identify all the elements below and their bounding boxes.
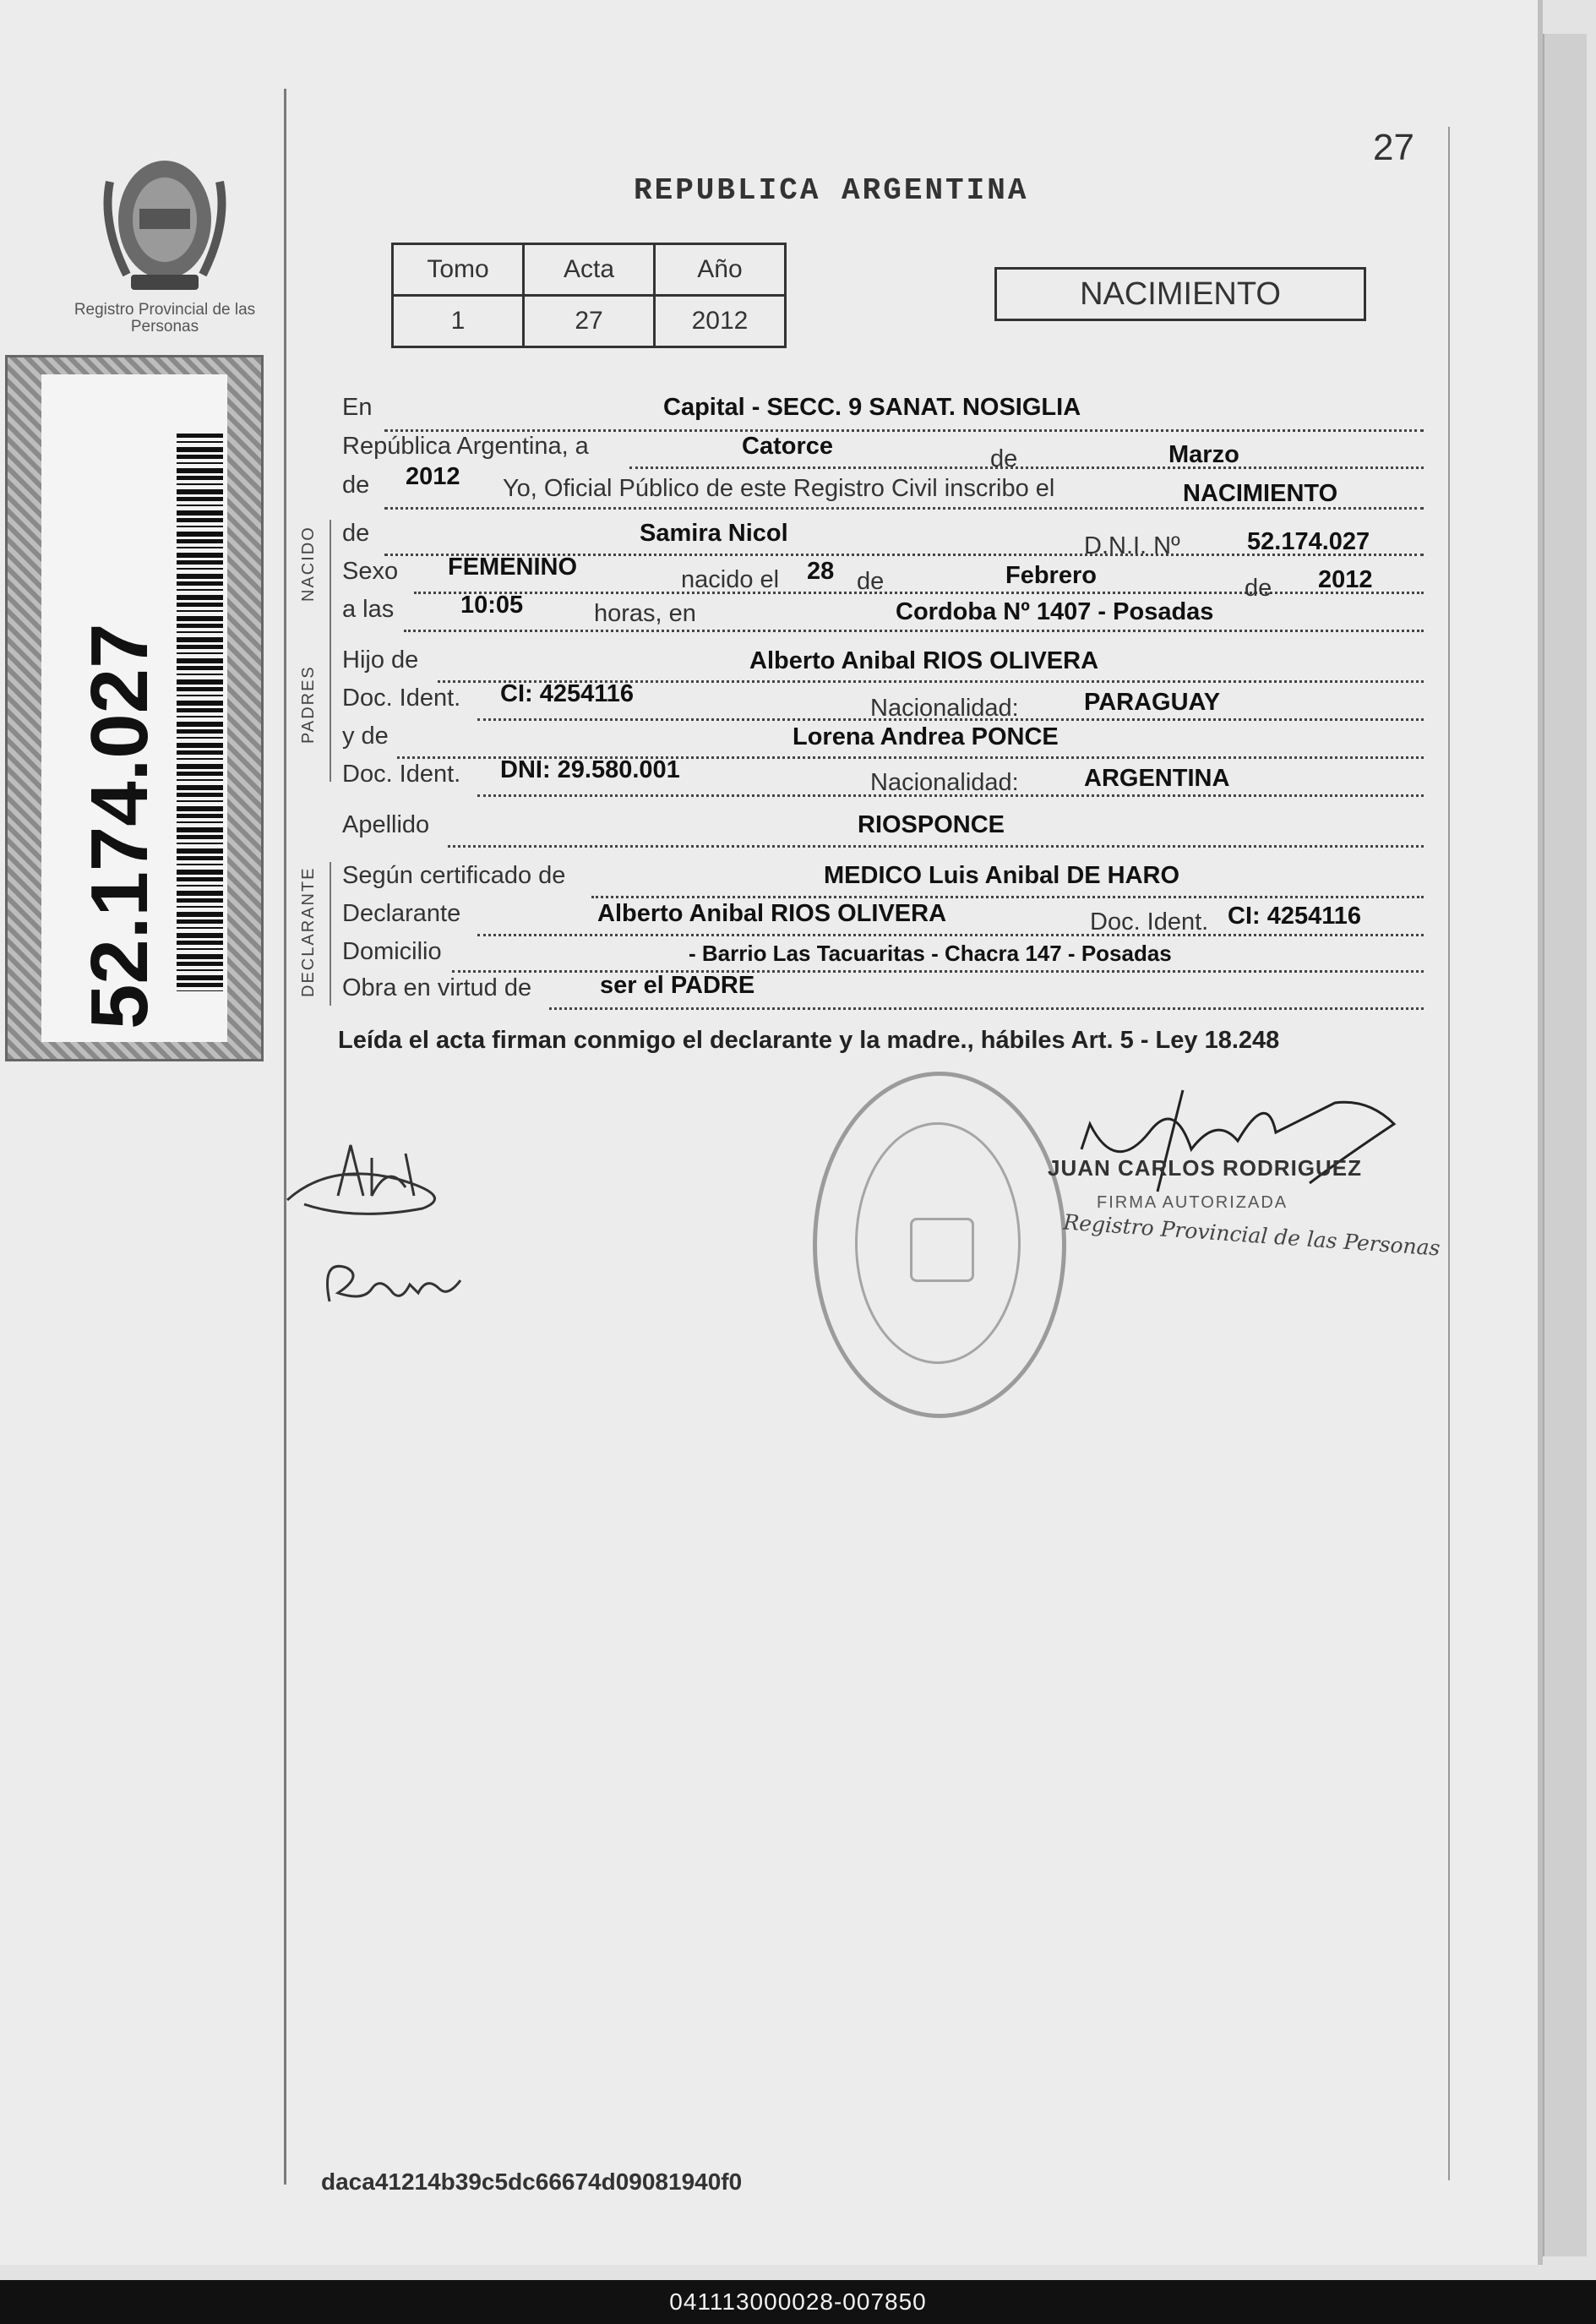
section-divider (330, 862, 331, 1006)
apellido-label: Apellido (342, 811, 430, 838)
apellido-value: RIOSPONCE (858, 811, 1005, 838)
right-margin-line (1448, 127, 1450, 2180)
record-table-header-row (393, 244, 786, 296)
mother-doc-value: DNI: 29.580.001 (500, 756, 680, 783)
domicilio-value: - Barrio Las Tacuaritas - Chacra 147 - Posadas (689, 941, 1172, 966)
declarante-side-label: DECLARANTE (299, 866, 318, 997)
republica-label: República Argentina, a (342, 433, 589, 460)
day-value: Catorce (742, 433, 833, 460)
declarant-signature (279, 1128, 465, 1221)
dotted-line (404, 630, 1424, 632)
declarante-doc-value: CI: 4254116 (1228, 903, 1362, 930)
record-header-tomo: Tomo (393, 244, 524, 296)
father-value: Alberto Anibal RIOS OLIVERA (749, 647, 1099, 674)
mother-nat-value: ARGENTINA (1084, 765, 1230, 792)
y-de-label: y de (342, 723, 389, 750)
nacionalidad-label: Nacionalidad: (870, 695, 1019, 722)
de-label: de (990, 445, 1018, 472)
page-edge (1543, 34, 1587, 2256)
barcode-icon (177, 434, 223, 991)
officer-registry: Registro Provincial de las Personas (1062, 1209, 1441, 1261)
dni-value: 52.174.027 (1247, 528, 1370, 555)
declarante-label: Declarante (342, 900, 461, 927)
de-name-label: de (342, 520, 370, 547)
birth-year-value: 2012 (1318, 566, 1373, 593)
birth-month-value: Febrero (1005, 562, 1097, 589)
registry-label: Registro Provincial de las Personas (74, 301, 256, 336)
record-type-box: NACIMIENTO (994, 267, 1366, 321)
document-heading: REPUBLICA ARGENTINA (634, 173, 1029, 208)
father-nat-value: PARAGUAY (1084, 689, 1221, 716)
certificado-value: MEDICO Luis Anibal DE HARO (824, 862, 1180, 889)
record-table (391, 243, 787, 348)
dotted-line (414, 592, 1424, 594)
oficial-text: Yo, Oficial Público de este Registro Civil inscribo el (503, 475, 1055, 502)
birth-de2-label: de (1245, 575, 1272, 602)
doc-ident2-label: Doc. Ident. (342, 761, 461, 788)
month-value: Marzo (1168, 441, 1239, 468)
padres-side-label: PADRES (299, 665, 318, 744)
stamp-inner-ring (855, 1122, 1021, 1364)
dotted-line (448, 845, 1424, 848)
barcode-sticker (5, 355, 264, 1061)
nacionalidad2-label: Nacionalidad: (870, 769, 1019, 796)
doc-ident-label: Doc. Ident. (342, 685, 461, 712)
dni-label: D.N.I. Nº (1084, 532, 1180, 559)
year-value: 2012 (406, 463, 460, 490)
birth-day-value: 28 (807, 558, 835, 585)
a-las-label: a las (342, 596, 395, 623)
dotted-line (549, 1007, 1424, 1010)
declarante-value: Alberto Anibal RIOS OLIVERA (597, 900, 947, 927)
hour-value: 10:05 (460, 592, 524, 619)
inscribo-value: NACIMIENTO (1183, 480, 1338, 507)
mother-signature (313, 1242, 482, 1335)
record-table-value-row (393, 296, 786, 347)
en-label: En (342, 394, 373, 421)
dotted-line (384, 429, 1424, 432)
mother-value: Lorena Andrea PONCE (793, 723, 1059, 750)
closing-statement: Leída el acta firman conmigo el declarante y la madre., hábiles Art. 5 - Ley 18.248 (338, 1027, 1280, 1054)
hijo-de-label: Hijo de (342, 646, 419, 674)
dotted-line (629, 466, 1424, 469)
record-header-acta: Acta (524, 244, 655, 296)
record-value-ano: 2012 (655, 296, 786, 347)
document-hash: daca41214b39c5dc66674d09081940f0 (321, 2169, 743, 2195)
officer-title: FIRMA AUTORIZADA (1097, 1193, 1288, 1212)
sexo-value: FEMENINO (448, 554, 578, 581)
birth-de-label: de (857, 568, 885, 595)
coat-of-arms-icon (93, 148, 237, 300)
dotted-line (477, 934, 1424, 936)
sexo-label: Sexo (342, 558, 399, 585)
horas-label: horas, en (594, 600, 696, 627)
stamp-emblem-icon (910, 1218, 974, 1282)
page-number: 27 (1373, 127, 1414, 168)
obra-value: ser el PADRE (600, 972, 755, 999)
place-value: Cordoba Nº 1407 - Posadas (896, 598, 1214, 625)
de-year-label: de (342, 472, 370, 499)
obra-label: Obra en virtud de (342, 974, 532, 1001)
name-value: Samira Nicol (640, 520, 788, 547)
nacido-el-label: nacido el (681, 566, 780, 593)
section-divider (330, 638, 331, 782)
dotted-line (591, 896, 1424, 898)
record-value-acta: 27 (524, 296, 655, 347)
official-stamp (813, 1072, 1066, 1418)
footer-code: 041113000028-007850 (669, 2289, 927, 2315)
certificado-label: Según certificado de (342, 862, 566, 889)
record-value-tomo: 1 (393, 296, 524, 347)
dotted-line (452, 970, 1424, 973)
doc-ident3-label: Doc. Ident. (1090, 908, 1209, 936)
en-value: Capital - SECC. 9 SANAT. NOSIGLIA (663, 394, 1081, 421)
father-doc-value: CI: 4254116 (500, 680, 635, 707)
sticker-number: 52.174.027 (74, 623, 165, 1029)
domicilio-label: Domicilio (342, 938, 442, 965)
officer-name: JUAN CARLOS RODRIGUEZ (1048, 1155, 1363, 1181)
section-divider (330, 520, 331, 638)
record-header-ano: Año (655, 244, 786, 296)
nacido-side-label: NACIDO (299, 526, 318, 602)
sticker-label (41, 374, 227, 1042)
